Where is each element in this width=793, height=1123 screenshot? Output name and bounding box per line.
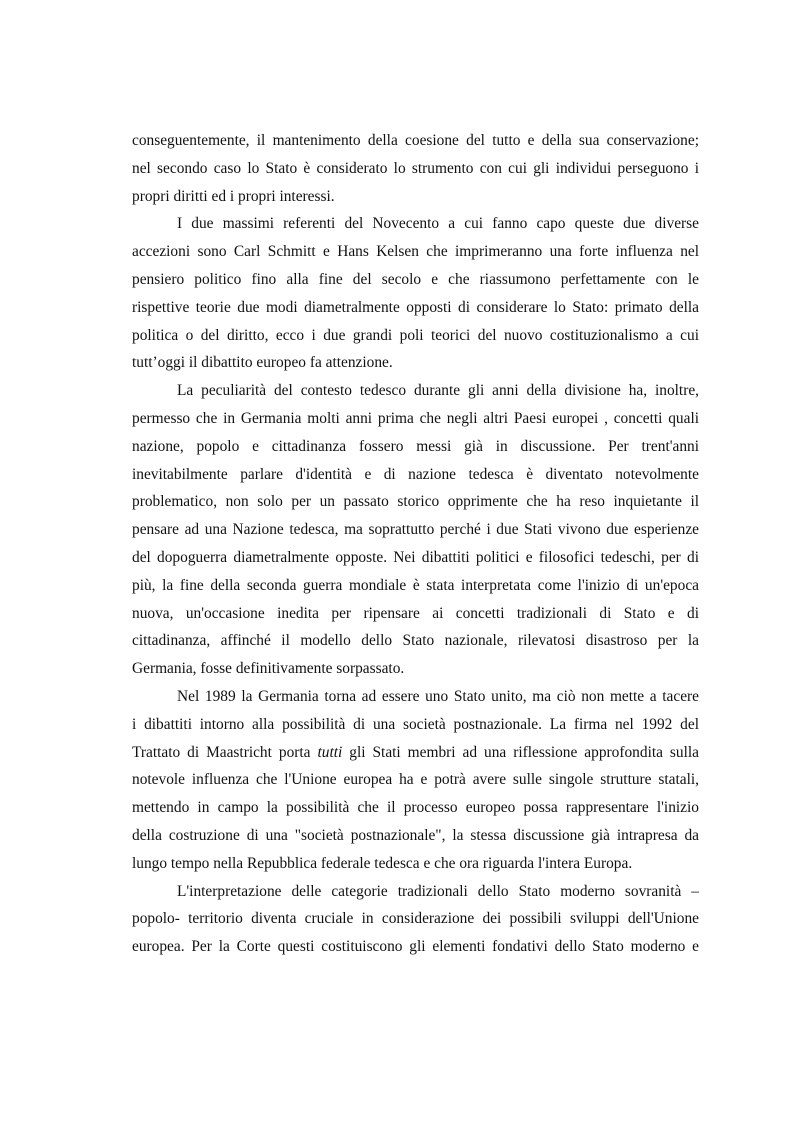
text-line: L'interpretazione delle categorie tradizionali dello Stato moderno sovranità – xyxy=(177,882,699,900)
text-line: notevole influenza che l'Unione europea ha e potrà avere sulle singole strutture statali, xyxy=(132,771,699,789)
text-line: problematico, non solo per un passato storico opprimente che ha reso inquietante il xyxy=(132,493,699,511)
text-line: cittadinanza, affinché il modello dello Stato nazionale, rilevatosi disastroso per la xyxy=(132,632,699,650)
text-line: i dibattiti intorno alla possibilità di una società postnazionale. La firma nel 1992 del xyxy=(132,715,699,733)
text-line: permesso che in Germania molti anni prima che negli altri Paesi europei , concetti quali xyxy=(132,409,699,427)
text-line: tutt’oggi il dibattito europeo fa attenzione. xyxy=(132,354,393,372)
text-line: pensiero politico fino alla fine del secolo e che riassumono perfettamente con le xyxy=(132,270,699,288)
text-line: della costruzione di una "società postnazionale", la stessa discussione già intrapresa da xyxy=(132,826,699,844)
paragraph-2 xyxy=(132,210,699,377)
text-line: rispettive teorie due modi diametralmente opposti di considerare lo Stato: primato della xyxy=(132,298,699,316)
text-line: I due massimi referenti del Novecento a cui fanno capo queste due diverse xyxy=(177,215,699,233)
text-line: europea. Per la Corte questi costituiscono gli elementi fondativi dello Stato moderno e xyxy=(132,938,699,956)
text-line: mettendo in campo la possibilità che il processo europeo possa rappresentare l'inizio xyxy=(132,799,699,817)
text-line: più, la fine della seconda guerra mondiale è stata interpretata come l'inizio di un'epoca xyxy=(132,576,699,594)
text-line: conseguentemente, il mantenimento della coesione del tutto e della sua conservazione; xyxy=(132,132,699,149)
text-line-with-italic xyxy=(132,739,699,767)
text-line: nel secondo caso lo Stato è considerato lo strumento con cui gli individui perseguono i xyxy=(132,159,699,177)
text-line: nazione, popolo e cittadinanza fossero messi già in discussione. Per trent'anni xyxy=(132,437,699,455)
text-segment: gli Stati membri ad una riflessione approfondita sulla xyxy=(342,743,699,761)
text-line: accezioni sono Carl Schmitt e Hans Kelsen che imprimeranno una forte influenza nel xyxy=(132,243,699,261)
text-line: propri diritti ed i propri interessi. xyxy=(132,187,335,205)
text-line: La peculiarità del contesto tedesco durante gli anni della divisione ha, inoltre, xyxy=(177,382,699,400)
text-line: nuova, un'occasione inedita per ripensare ai concetti tradizionali di Stato e di xyxy=(132,604,699,622)
text-line: Nel 1989 la Germania torna ad essere uno Stato unito, ma ciò non mette a tacere xyxy=(177,687,699,705)
text-line: lungo tempo nella Repubblica federale tedesca e che ora riguarda l'intera Europa. xyxy=(132,854,633,872)
text-line: popolo- territorio diventa cruciale in considerazione dei possibili sviluppi dell'Unione xyxy=(132,910,699,928)
text-line: politica o del diritto, ecco i due grandi poli teorici del nuovo costituzionalismo a cui xyxy=(132,326,699,344)
text-segment: Trattato di Maastricht porta xyxy=(132,743,318,761)
text-line: del dopoguerra diametralmente opposte. Nei dibattiti politici e filosofici tedeschi, per di xyxy=(132,548,699,566)
body-text xyxy=(132,127,699,961)
text-line: pensare ad una Nazione tedesca, ma soprattutto perché i due Stati vivono due esperienze xyxy=(132,521,699,539)
paragraph-5 xyxy=(132,878,699,961)
paragraph-4 xyxy=(132,683,699,878)
italic-word: tutti xyxy=(317,743,343,761)
text-line: Germania, fosse definitivamente sorpassato. xyxy=(132,660,405,678)
paragraph-3 xyxy=(132,377,699,683)
text-line: inevitabilmente parlare d'identità e di nazione tedesca è diventato notevolmente xyxy=(132,465,699,483)
paragraph-1 xyxy=(132,127,699,210)
